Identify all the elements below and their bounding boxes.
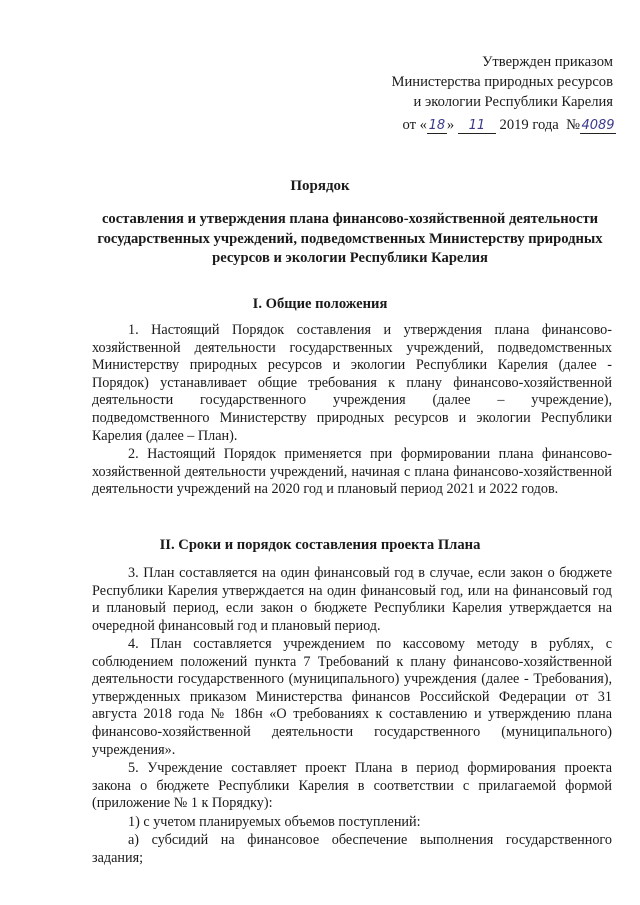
document-title: Порядок xyxy=(290,178,350,194)
approval-line-3: и экологии Республики Карелия xyxy=(413,94,613,110)
paragraph-5-item-1: 1) с учетом планируемых объемов поступлений: xyxy=(128,814,421,830)
document-subtitle: составления и утверждения плана финансово-хозяйственной деятельности государственных учреждений, подведомственных Министерству природных ресурсов и экологии Республики Карелия xyxy=(97,211,603,266)
section-1-title: I. Общие положения xyxy=(252,296,388,312)
paragraph-5: 5. Учреждение составляет проект Плана в период формирования проекта закона о бюджете Республики Карелия в соответствии с прилагаемой формой (приложение № 1 к Порядку): xyxy=(92,760,612,812)
date-month-handwritten: 11 xyxy=(458,119,496,134)
approval-block xyxy=(392,52,613,112)
approval-line-1: Утвержден приказом xyxy=(482,54,613,70)
date-day-handwritten: 18 xyxy=(428,118,446,133)
approval-date-line xyxy=(402,117,616,134)
number-handwritten: 4089 xyxy=(581,118,615,133)
date-year: 2019 года xyxy=(499,117,559,133)
number-prefix: № xyxy=(566,117,580,133)
date-prefix: от « xyxy=(402,117,427,133)
section-2-title: II. Сроки и порядок составления проекта Плана xyxy=(159,537,481,553)
paragraph-4: 4. План составляется учреждением по кассовому методу в рублях, с соблюдением положений пункта 7 Требований к плану финансово-хозяйственной деятельности государственного (муниципального) учреждения (далее - Требования), утвержденных приказом Министерства финансов Российской Федерации от 31 августа 2018 года № 186н «О требованиях к составлению и утверждению плана финансово-хозяйственной деятельности государственного (муниципального) учреждения». xyxy=(92,636,612,758)
paragraph-2: 2. Настоящий Порядок применяется при формировании плана финансово-хозяйственной деятельности учреждений, начиная с плана финансово-хозяйственной деятельности учреждений на 2020 год и плановый период 2021 и 2022 годов. xyxy=(92,446,612,498)
paragraph-5-item-a: а) субсидий на финансовое обеспечение выполнения государственного задания; xyxy=(92,832,612,866)
approval-line-2: Министерства природных ресурсов xyxy=(391,74,613,90)
date-mid: » xyxy=(446,117,455,133)
paragraph-3: 3. План составляется на один финансовый год в случае, если закон о бюджете Республики Карелия утверждается на один финансовый год, или на финансовый год и плановый период, если закон о бюджете Республики Карелия утверждается на очередной финансовый год и плановый период. xyxy=(92,565,612,634)
paragraph-1: 1. Настоящий Порядок составления и утверждения плана финансово-хозяйственной деятельности государственных учреждений, подведомственных Министерству природных ресурсов и экологии Республики Карелия (далее - Порядок) устанавливает общие требования к плану финансово-хозяйственной деятельности государственного учреждения (далее – учреждение), подведомственного Министерству природных ресурсов и экологии Республики Карелия (далее – План). xyxy=(92,322,612,444)
